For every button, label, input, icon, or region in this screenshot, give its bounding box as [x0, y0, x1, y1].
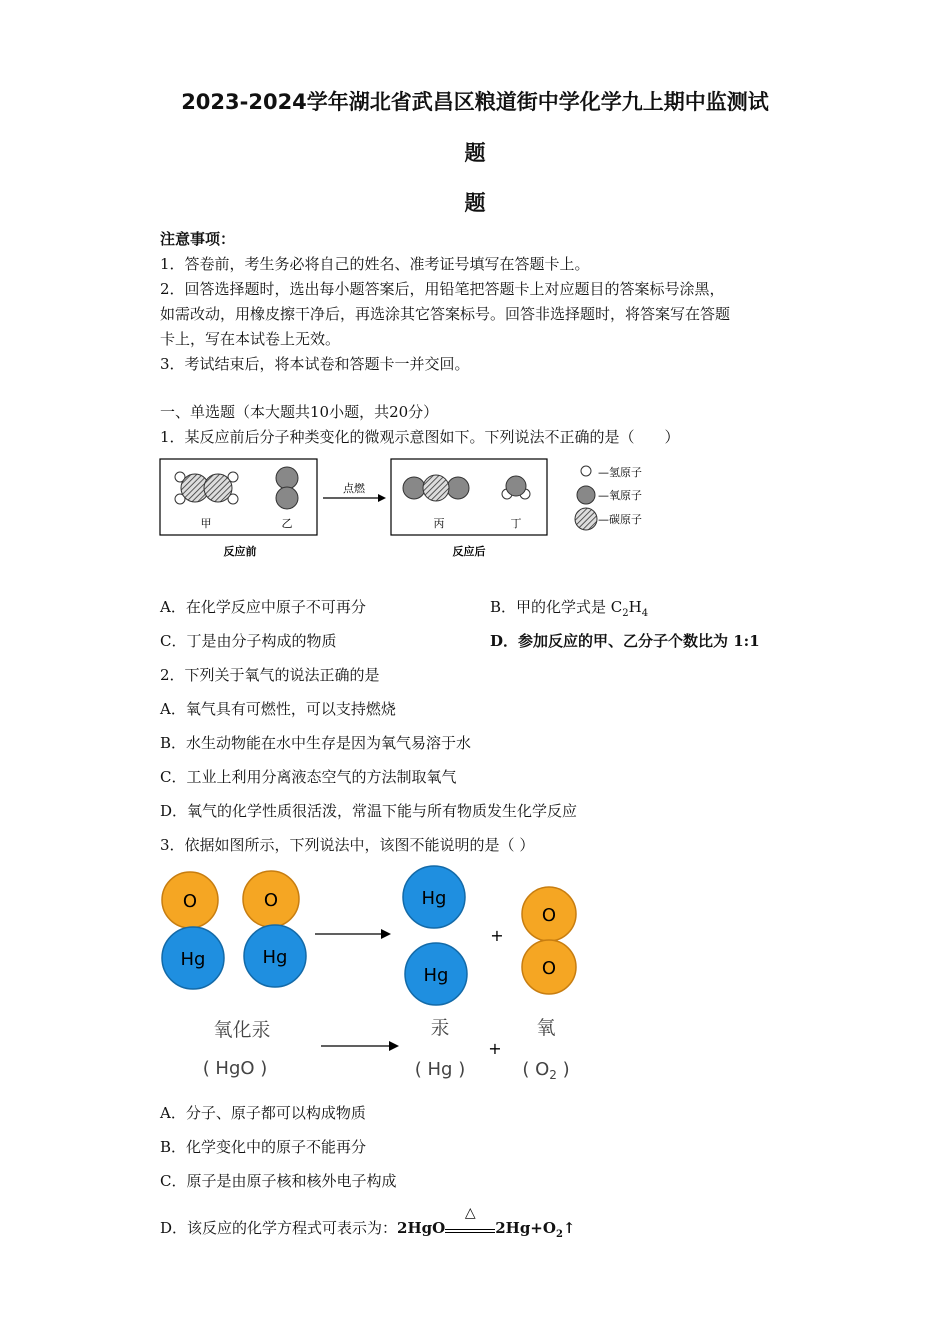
- svg-text:Hg: Hg: [421, 888, 447, 909]
- svg-text:O: O: [541, 905, 557, 926]
- formula-hgo: ( HgO ): [202, 1058, 268, 1079]
- q2-stem: 2．下列关于氧气的说法正确的是: [160, 666, 380, 684]
- name-o2: 氧: [536, 1017, 556, 1039]
- q2-option-c[interactable]: C．工业上利用分离液态空气的方法制取氧气: [160, 768, 457, 786]
- label-after: 反应后: [452, 545, 486, 558]
- svg-text:Hg: Hg: [262, 947, 288, 968]
- svg-text:O: O: [182, 891, 198, 912]
- notice-item: 如需改动，用橡皮擦干净后，再选涂其它答案标号。回答非选择题时，将答案写在答题: [160, 305, 731, 323]
- arrow-bottom: [321, 1041, 399, 1051]
- box-after: [391, 459, 547, 535]
- plus-top: +: [490, 926, 504, 945]
- reaction-arrow: [323, 481, 386, 502]
- q1-molecule-diagram: [158, 456, 678, 564]
- legend-hydrogen: —氢原子: [598, 466, 642, 479]
- legend-carbon: —碳原子: [598, 513, 642, 526]
- label-ding: 丁: [510, 517, 522, 530]
- q3-option-a[interactable]: A．分子、原子都可以构成物质: [160, 1104, 366, 1122]
- notice-item: 2．回答选择题时，选出每小题答案后，用铅笔把答题卡上对应题目的答案标号涂黑，: [160, 280, 725, 298]
- label-ignite: 点燃: [343, 482, 365, 495]
- box-before: [160, 459, 317, 535]
- q2-option-b[interactable]: B．水生动物能在水中生存是因为氧气易溶于水: [160, 734, 472, 752]
- notice-item: 卡上，写在本试卷上无效。: [160, 330, 341, 348]
- q1-stem: 1．某反应前后分子种类变化的微观示意图如下。下列说法不正确的是（ ）: [160, 428, 680, 446]
- q3-option-c[interactable]: C．原子是由原子核和核外电子构成: [160, 1172, 397, 1190]
- q2-option-a[interactable]: A．氧气具有可燃性，可以支持燃烧: [160, 700, 396, 718]
- q1-option-a[interactable]: A．在化学反应中原子不可再分: [160, 598, 366, 616]
- page-title: 2023-2024学年湖北省武昌区粮道街中学化学九上期中监测试: [181, 90, 769, 114]
- q1-option-d[interactable]: D．参加反应的甲、乙分子个数比为 1:1: [490, 632, 760, 650]
- hgo-molecule-2: [243, 871, 306, 987]
- label-before: 反应前: [223, 545, 257, 558]
- notice-item: 1．答卷前，考生务必将自己的姓名、准考证号填写在答题卡上。: [160, 255, 590, 273]
- q2-option-d[interactable]: D．氧气的化学性质很活泼，常温下能与所有物质发生化学反应: [160, 802, 578, 820]
- section-heading: 一、单选题（本大题共10小题，共20分）: [160, 403, 439, 421]
- arrow-top: [315, 929, 391, 939]
- notice-heading: 注意事项：: [160, 230, 236, 248]
- legend: [575, 465, 642, 530]
- svg-text:O: O: [263, 890, 279, 911]
- o2-molecule: [522, 887, 576, 994]
- q1-option-b[interactable]: B．甲的化学式是 $C_2H_4$: [490, 598, 649, 619]
- q3-option-d[interactable]: D．该反应的化学方程式可表示为：2HgO △ $2Hg+O_2↑$: [160, 1205, 576, 1240]
- label-jia: 甲: [200, 517, 212, 530]
- page-title-cont: 题: [464, 141, 486, 165]
- hgo-molecule-1: [162, 872, 224, 989]
- q3-reaction-diagram: [155, 862, 595, 1087]
- svg-text:Hg: Hg: [423, 965, 449, 986]
- q3-option-b[interactable]: B．化学变化中的原子不能再分: [160, 1138, 367, 1156]
- name-hg: 汞: [430, 1017, 450, 1039]
- heat-condition: △: [445, 1219, 495, 1233]
- q1-option-c[interactable]: C．丁是由分子构成的物质: [160, 632, 337, 650]
- formula-o2: ( $O_2$ ): [522, 1059, 570, 1082]
- plus-bottom: +: [488, 1039, 502, 1058]
- formula-hg: ( Hg ): [414, 1059, 466, 1080]
- notice-item: 3．考试结束后，将本试卷和答题卡一并交回。: [160, 355, 470, 373]
- page-title-cont2: 题: [464, 191, 486, 215]
- hg-atoms: [403, 866, 467, 1005]
- svg-text:O: O: [541, 958, 557, 979]
- name-hgo: 氧化汞: [213, 1019, 271, 1041]
- q3-stem: 3．依据如图所示，下列说法中，该图不能说明的是（ ）: [160, 836, 535, 854]
- legend-oxygen: —氧原子: [598, 489, 642, 502]
- svg-text:Hg: Hg: [180, 949, 206, 970]
- label-yi: 乙: [281, 517, 293, 530]
- label-bing: 丙: [433, 517, 445, 530]
